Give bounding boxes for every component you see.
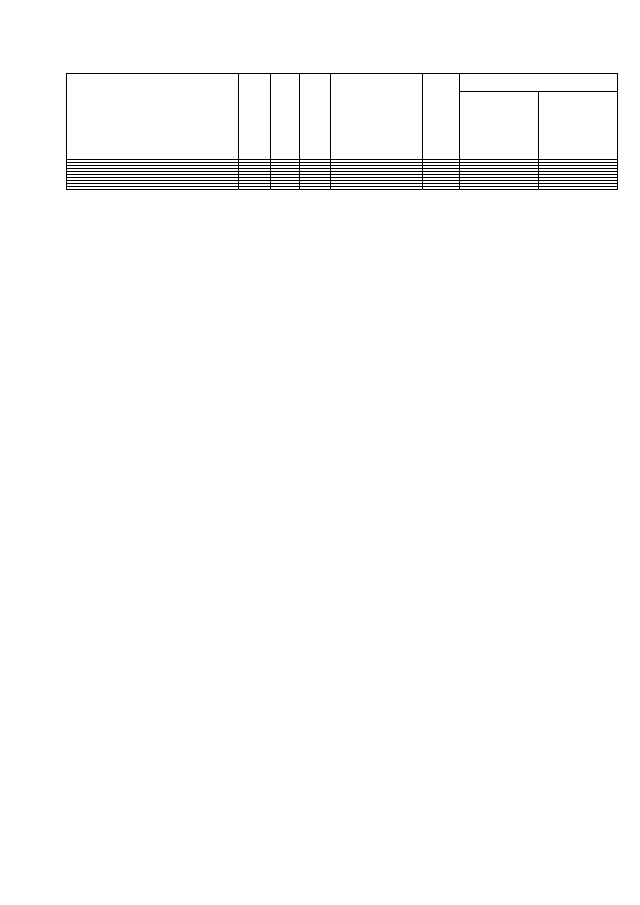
header-subsection (300, 74, 331, 160)
table-row (67, 187, 618, 190)
row-section (271, 187, 300, 190)
header-section (271, 74, 300, 160)
row-sum-2018 (460, 187, 539, 190)
header-group (423, 74, 460, 160)
row-ministry (239, 187, 271, 190)
header-ministry (239, 74, 271, 160)
row-group (423, 187, 460, 190)
row-sum-2019 (539, 187, 618, 190)
row-name (67, 187, 239, 190)
header-sum (460, 74, 618, 92)
row-target (331, 187, 423, 190)
header-name (67, 74, 239, 160)
header-target (331, 74, 423, 160)
header-year-2019 (539, 92, 618, 160)
budget-table (66, 73, 618, 190)
row-subsection (300, 187, 331, 190)
header-year-2018 (460, 92, 539, 160)
